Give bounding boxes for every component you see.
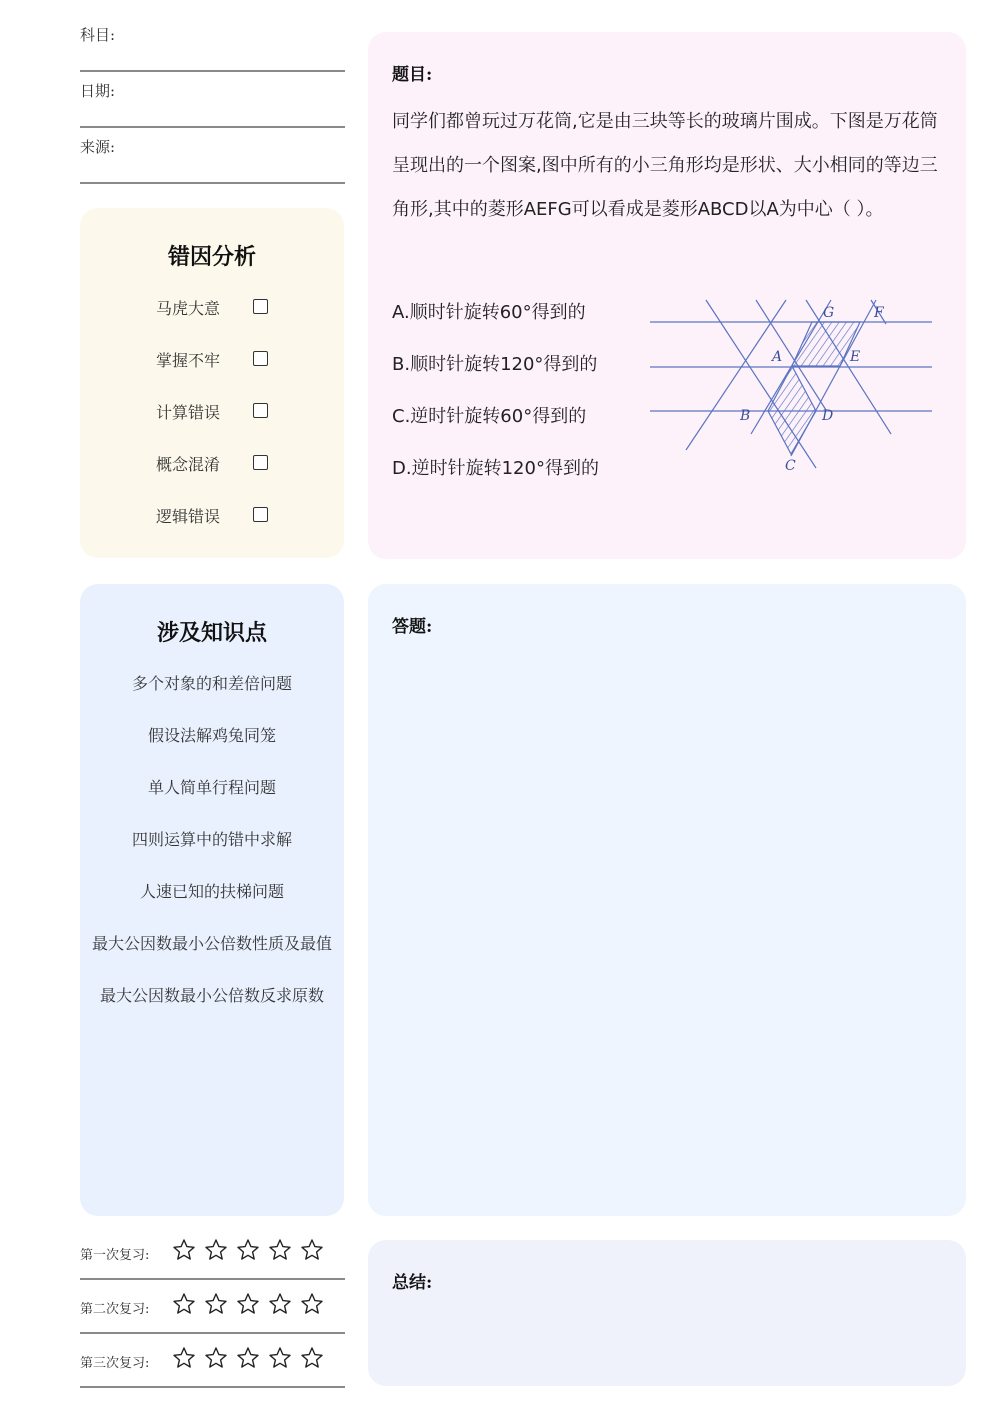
answer-card[interactable]: [368, 584, 966, 1216]
rhombus-abcd: [768, 366, 816, 454]
knowledge-card: [80, 584, 344, 1216]
star-icon[interactable]: [300, 1238, 324, 1262]
figure-label-a: A: [772, 349, 783, 365]
error-checkbox-calculation[interactable]: [253, 403, 268, 418]
error-item-logic: 逻辑错误: [156, 507, 221, 526]
star-icon[interactable]: [172, 1238, 196, 1262]
summary-card[interactable]: [368, 1240, 966, 1386]
summary-label: 总结:: [392, 1273, 433, 1293]
star-icon[interactable]: [268, 1346, 292, 1370]
source-field[interactable]: [80, 128, 345, 184]
date-label: 日期:: [80, 82, 116, 100]
review-label-1: 第一次复习:: [80, 1248, 150, 1263]
source-label: 来源:: [80, 138, 116, 156]
figure-label-d: D: [822, 408, 834, 424]
knowledge-list: [92, 670, 332, 1034]
error-item-concept: 概念混淆: [156, 455, 221, 474]
review-row-3: [80, 1334, 345, 1388]
star-icon[interactable]: [172, 1292, 196, 1316]
star-icon[interactable]: [300, 1292, 324, 1316]
knowledge-item: 最大公因数最小公倍数性质及最值: [92, 934, 333, 953]
star-icon[interactable]: [172, 1346, 196, 1370]
error-checkbox-logic[interactable]: [253, 507, 268, 522]
knowledge-item: 四则运算中的错中求解: [131, 830, 292, 849]
error-item-calculation: 计算错误: [156, 403, 221, 422]
option-c[interactable]: C.逆时针旋转60°得到的: [392, 406, 587, 427]
knowledge-item: 最大公因数最小公倍数反求原数: [99, 986, 324, 1005]
answer-label: 答题:: [392, 617, 433, 637]
review-stars-2: [172, 1292, 324, 1316]
knowledge-item: 人速已知的扶梯问题: [139, 882, 284, 901]
error-item-weak-mastery: 掌握不牢: [156, 351, 221, 370]
knowledge-title: 涉及知识点: [156, 620, 267, 646]
option-a[interactable]: A.顺时针旋转60°得到的: [392, 302, 586, 323]
error-analysis-card: [80, 208, 344, 558]
error-checkbox-careless[interactable]: [253, 299, 268, 314]
star-icon[interactable]: [204, 1346, 228, 1370]
star-icon[interactable]: [300, 1346, 324, 1370]
figure-label-f: F: [874, 305, 884, 321]
rhombus-figure: [646, 294, 936, 474]
star-icon[interactable]: [268, 1292, 292, 1316]
star-icon[interactable]: [236, 1238, 260, 1262]
star-icon[interactable]: [236, 1346, 260, 1370]
knowledge-item: 假设法解鸡兔同笼: [147, 726, 276, 745]
question-text: 同学们都曾玩过万花筒,它是由三块等长的玻璃片围成。下图是万花筒呈现出的一个图案,图中所有的小三角形均是形状、大小相同的等边三角形,其中的菱形AEFG可以看成是菱形ABCD以A为中心（ ）。: [392, 111, 938, 220]
date-field[interactable]: [80, 72, 345, 128]
option-d[interactable]: D.逆时针旋转120°得到的: [392, 458, 599, 479]
error-analysis-title: 错因分析: [167, 244, 256, 270]
review-label-2: 第二次复习:: [80, 1302, 150, 1317]
star-icon[interactable]: [236, 1292, 260, 1316]
review-label-3: 第三次复习:: [80, 1356, 150, 1371]
error-checkbox-weak-mastery[interactable]: [253, 351, 268, 366]
subject-label: 科目:: [80, 26, 116, 44]
error-item-careless: 马虎大意: [156, 299, 221, 318]
question-card: [368, 32, 966, 559]
error-checkbox-concept[interactable]: [253, 455, 268, 470]
review-row-1: [80, 1226, 345, 1280]
figure-label-c: C: [785, 458, 796, 474]
subject-field[interactable]: [80, 16, 345, 72]
star-icon[interactable]: [204, 1238, 228, 1262]
option-b[interactable]: B.顺时针旋转120°得到的: [392, 354, 598, 375]
star-icon[interactable]: [268, 1238, 292, 1262]
knowledge-item: 单人简单行程问题: [147, 778, 276, 797]
review-stars-3: [172, 1346, 324, 1370]
figure-label-e: E: [850, 349, 861, 365]
question-label: 题目:: [392, 65, 433, 85]
star-icon[interactable]: [204, 1292, 228, 1316]
figure-label-g: G: [823, 305, 835, 321]
figure-label-b: B: [740, 408, 751, 424]
review-stars-1: [172, 1238, 324, 1262]
knowledge-item: 多个对象的和差倍问题: [131, 674, 292, 693]
review-row-2: [80, 1280, 345, 1334]
